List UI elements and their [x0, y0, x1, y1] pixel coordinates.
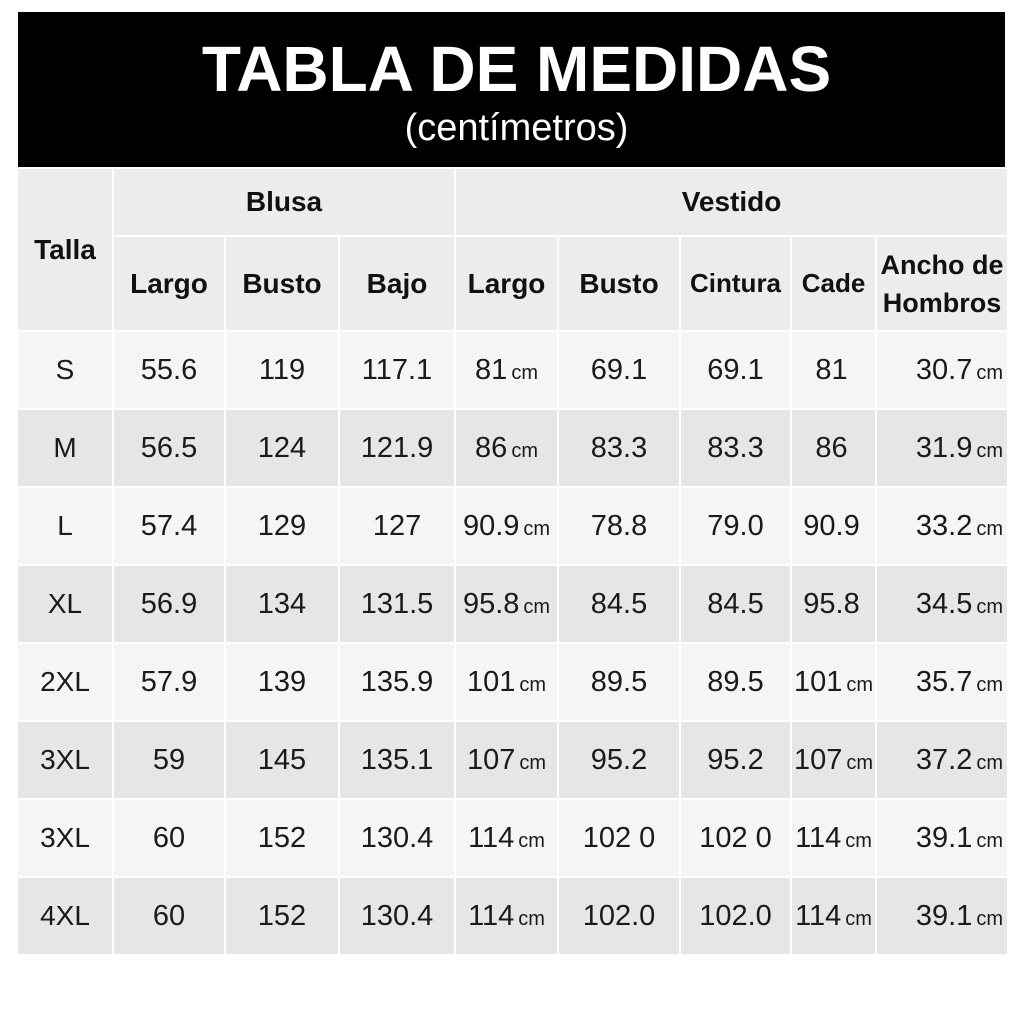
vestido-cade-cell — [792, 332, 875, 408]
table-row — [18, 332, 1007, 408]
vestido-hombros-cell — [877, 644, 1007, 720]
vestido-busto-cell: 102 0 — [559, 800, 679, 876]
vestido-cintura-cell: 79.0 — [681, 488, 790, 564]
size-cell: 2XL — [18, 644, 112, 720]
value: 114 — [795, 821, 842, 854]
size-cell: 3XL — [18, 800, 112, 876]
vestido-cade-cell — [792, 800, 875, 876]
blusa-busto-cell: 124 — [226, 410, 338, 486]
size-chart — [18, 12, 1005, 956]
unit-label: cm — [976, 595, 1004, 618]
blusa-group-header: Blusa — [114, 169, 454, 235]
hombros-header-line2: Hombros — [882, 287, 1002, 318]
vestido-busto-cell: 83.3 — [559, 410, 679, 486]
size-cell: XL — [18, 566, 112, 642]
value: 107 — [466, 743, 516, 776]
blusa-bajo-cell: 130.4 — [340, 800, 454, 876]
value: 81 — [475, 353, 508, 386]
value: 35.7 — [915, 665, 973, 698]
unit-label: cm — [518, 829, 545, 852]
value: 39.1 — [915, 821, 973, 854]
vestido-cintura-cell: 102 0 — [681, 800, 790, 876]
blusa-largo-cell: 56.5 — [114, 410, 224, 486]
vestido-cintura-cell: 102.0 — [681, 878, 790, 954]
value: 30.7 — [915, 353, 973, 386]
group-header-row — [18, 169, 1007, 235]
value: 101 — [793, 665, 843, 698]
hombros-header-line1: Ancho de — [880, 249, 1004, 280]
unit-label: cm — [976, 673, 1004, 696]
blusa-bajo-cell: 135.9 — [340, 644, 454, 720]
value: 114 — [795, 899, 842, 932]
blusa-busto-cell: 134 — [226, 566, 338, 642]
title-banner — [18, 12, 1005, 167]
unit-label: cm — [511, 439, 538, 462]
size-table-body — [18, 332, 1007, 954]
vestido-cade-header: Cade — [792, 237, 875, 330]
vestido-largo-cell — [456, 488, 557, 564]
vestido-cintura-cell: 69.1 — [681, 332, 790, 408]
blusa-largo-cell: 57.4 — [114, 488, 224, 564]
blusa-bajo-cell: 121.9 — [340, 410, 454, 486]
table-row — [18, 722, 1007, 798]
vestido-largo-cell — [456, 410, 557, 486]
unit-label: cm — [976, 751, 1004, 774]
size-cell: 3XL — [18, 722, 112, 798]
vestido-cintura-cell: 84.5 — [681, 566, 790, 642]
value: 81 — [815, 353, 848, 386]
table-row — [18, 410, 1007, 486]
vestido-cade-cell — [792, 410, 875, 486]
size-table — [16, 167, 1009, 956]
vestido-cade-cell — [792, 488, 875, 564]
page-subtitle: (centímetros) — [404, 107, 629, 149]
blusa-largo-header: Largo — [114, 237, 224, 330]
value: 90.9 — [462, 509, 520, 542]
vestido-cade-cell — [792, 878, 875, 954]
vestido-largo-cell — [456, 722, 557, 798]
value: 114 — [468, 821, 515, 854]
blusa-largo-cell: 59 — [114, 722, 224, 798]
vestido-busto-cell: 69.1 — [559, 332, 679, 408]
value: 86 — [475, 431, 508, 464]
unit-label: cm — [523, 595, 551, 618]
vestido-cade-cell — [792, 566, 875, 642]
vestido-hombros-cell — [877, 722, 1007, 798]
vestido-busto-cell: 95.2 — [559, 722, 679, 798]
value: 33.2 — [915, 509, 973, 542]
blusa-bajo-cell: 135.1 — [340, 722, 454, 798]
unit-label: cm — [846, 751, 874, 774]
page-title: TABLA DE MEDIDAS — [201, 33, 832, 105]
table-row — [18, 878, 1007, 954]
value: 31.9 — [915, 431, 973, 464]
blusa-busto-cell: 152 — [226, 800, 338, 876]
table-row — [18, 800, 1007, 876]
unit-label: cm — [976, 829, 1004, 852]
value: 39.1 — [915, 899, 973, 932]
unit-label: cm — [519, 751, 547, 774]
unit-label: cm — [846, 673, 874, 696]
vestido-cintura-cell: 89.5 — [681, 644, 790, 720]
table-row — [18, 566, 1007, 642]
vestido-hombros-cell — [877, 566, 1007, 642]
value: 86 — [815, 431, 848, 464]
talla-header: Talla — [18, 169, 112, 330]
blusa-busto-header: Busto — [226, 237, 338, 330]
vestido-hombros-cell — [877, 488, 1007, 564]
value: 95.8 — [803, 587, 860, 620]
column-header-row — [18, 237, 1007, 330]
unit-label: cm — [845, 829, 872, 852]
blusa-bajo-cell: 131.5 — [340, 566, 454, 642]
size-cell: L — [18, 488, 112, 564]
table-row — [18, 488, 1007, 564]
vestido-hombros-cell — [877, 410, 1007, 486]
value: 95.8 — [462, 587, 520, 620]
value: 114 — [468, 899, 515, 932]
blusa-busto-cell: 145 — [226, 722, 338, 798]
blusa-largo-cell: 56.9 — [114, 566, 224, 642]
unit-label: cm — [976, 361, 1004, 384]
vestido-cintura-cell: 83.3 — [681, 410, 790, 486]
blusa-bajo-cell: 127 — [340, 488, 454, 564]
blusa-busto-cell: 129 — [226, 488, 338, 564]
vestido-hombros-cell — [877, 800, 1007, 876]
blusa-largo-cell: 57.9 — [114, 644, 224, 720]
blusa-busto-cell: 139 — [226, 644, 338, 720]
unit-label: cm — [519, 673, 547, 696]
value: 37.2 — [915, 743, 973, 776]
blusa-busto-cell: 152 — [226, 878, 338, 954]
vestido-hombros-cell — [877, 332, 1007, 408]
vestido-busto-cell: 84.5 — [559, 566, 679, 642]
value: 90.9 — [803, 509, 860, 542]
blusa-largo-cell: 55.6 — [114, 332, 224, 408]
vestido-hombros-header — [877, 237, 1007, 330]
vestido-cintura-header: Cintura — [681, 237, 790, 330]
value: 34.5 — [915, 587, 973, 620]
blusa-largo-cell: 60 — [114, 878, 224, 954]
vestido-largo-cell — [456, 878, 557, 954]
vestido-largo-cell — [456, 644, 557, 720]
vestido-hombros-cell — [877, 878, 1007, 954]
blusa-busto-cell: 119 — [226, 332, 338, 408]
unit-label: cm — [976, 907, 1004, 930]
value: 101 — [466, 665, 516, 698]
vestido-busto-cell: 78.8 — [559, 488, 679, 564]
unit-label: cm — [518, 907, 545, 930]
blusa-bajo-cell: 130.4 — [340, 878, 454, 954]
unit-label: cm — [511, 361, 538, 384]
blusa-bajo-header: Bajo — [340, 237, 454, 330]
table-row — [18, 644, 1007, 720]
size-cell: 4XL — [18, 878, 112, 954]
unit-label: cm — [976, 439, 1004, 462]
vestido-largo-cell — [456, 332, 557, 408]
blusa-bajo-cell: 117.1 — [340, 332, 454, 408]
vestido-largo-cell — [456, 800, 557, 876]
unit-label: cm — [845, 907, 872, 930]
value: 107 — [793, 743, 843, 776]
blusa-largo-cell: 60 — [114, 800, 224, 876]
vestido-group-header: Vestido — [456, 169, 1007, 235]
vestido-largo-cell — [456, 566, 557, 642]
vestido-busto-header: Busto — [559, 237, 679, 330]
size-cell: S — [18, 332, 112, 408]
vestido-cade-cell — [792, 722, 875, 798]
vestido-cintura-cell: 95.2 — [681, 722, 790, 798]
size-cell: M — [18, 410, 112, 486]
vestido-busto-cell: 102.0 — [559, 878, 679, 954]
vestido-largo-header: Largo — [456, 237, 557, 330]
vestido-cade-cell — [792, 644, 875, 720]
vestido-busto-cell: 89.5 — [559, 644, 679, 720]
unit-label: cm — [976, 517, 1004, 540]
unit-label: cm — [523, 517, 551, 540]
